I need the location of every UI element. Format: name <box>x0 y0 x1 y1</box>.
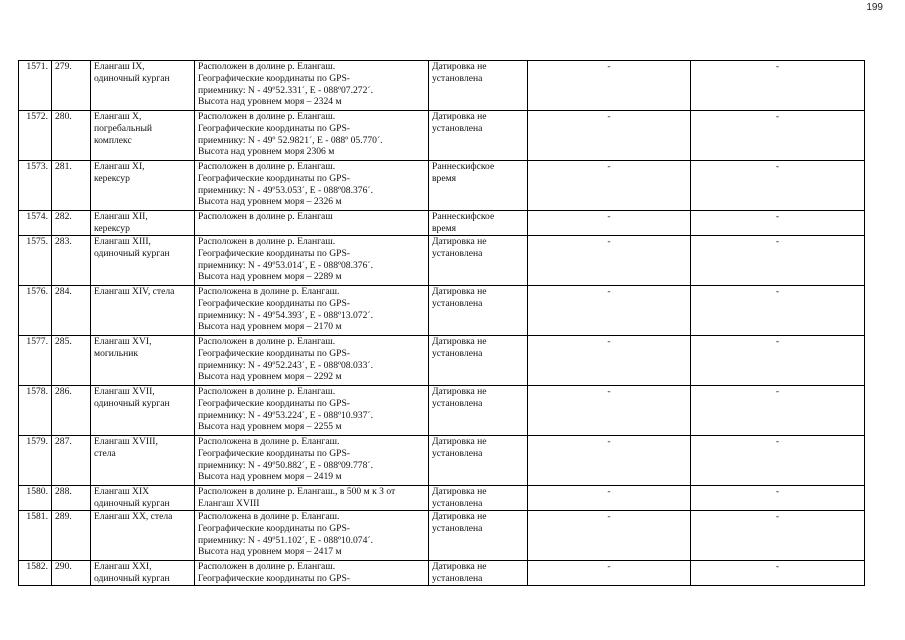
dash-cell: - <box>691 486 865 511</box>
table-row <box>19 561 865 586</box>
table-row <box>19 161 865 211</box>
monument-name: Елангаш XVII, одиночный курган <box>91 386 195 436</box>
monument-dating: Датировка не установлена <box>429 336 528 386</box>
monument-dating: Раннескифское время <box>429 211 528 236</box>
page-number: 199 <box>866 2 883 13</box>
row-total-number: 1582. <box>19 561 52 586</box>
monument-description: Расположен в долине р. Елангаш. Географические координаты по GPS- приемнику: N - 49º53.014´, E - 088º08.376´. Высота над уровнем моря – 2289 м <box>195 236 429 286</box>
dash-cell: - <box>691 161 865 211</box>
table-row <box>19 211 865 236</box>
row-local-number: 285. <box>52 336 91 386</box>
dash-cell: - <box>691 386 865 436</box>
monument-dating: Датировка не установлена <box>429 386 528 436</box>
monument-name: Елангаш XXI, одиночный курган <box>91 561 195 586</box>
row-total-number: 1580. <box>19 486 52 511</box>
monument-description: Расположен в долине р. Елангаш. Географические координаты по GPS- приемнику: N - 49º53.053´, E - 088º08.376´. Высота над уровнем моря – 2326 м <box>195 161 429 211</box>
dash-cell: - <box>691 286 865 336</box>
row-local-number: 281. <box>52 161 91 211</box>
dash-cell: - <box>528 111 691 161</box>
row-total-number: 1572. <box>19 111 52 161</box>
monument-dating: Датировка не установлена <box>429 61 528 111</box>
monument-description: Расположен в долине р. Елангаш <box>195 211 429 236</box>
table-row <box>19 386 865 436</box>
monuments-table <box>18 60 865 586</box>
row-total-number: 1577. <box>19 336 52 386</box>
monument-dating: Датировка не установлена <box>429 436 528 486</box>
row-local-number: 289. <box>52 511 91 561</box>
monument-dating: Датировка не установлена <box>429 236 528 286</box>
row-total-number: 1576. <box>19 286 52 336</box>
monument-description: Расположен в долине р. Елангаш. Географические координаты по GPS- приемнику: N - 49º52.331´, E - 088º07.272´. Высота над уровнем моря – 2324 м <box>195 61 429 111</box>
row-local-number: 290. <box>52 561 91 586</box>
dash-cell: - <box>691 436 865 486</box>
row-local-number: 282. <box>52 211 91 236</box>
monument-dating: Датировка не установлена <box>429 486 528 511</box>
monument-dating: Датировка не установлена <box>429 286 528 336</box>
monument-dating: Датировка не установлена <box>429 511 528 561</box>
table-row <box>19 336 865 386</box>
dash-cell: - <box>528 486 691 511</box>
dash-cell: - <box>528 436 691 486</box>
monument-name: Елангаш XII, керексур <box>91 211 195 236</box>
monument-dating: Датировка не установлена <box>429 561 528 586</box>
monument-name: Елангаш XI, керексур <box>91 161 195 211</box>
table-row <box>19 236 865 286</box>
dash-cell: - <box>528 236 691 286</box>
monument-name: Елангаш XVI, могильник <box>91 336 195 386</box>
dash-cell: - <box>691 211 865 236</box>
monument-description: Расположен в долине р. Елангаш. Географические координаты по GPS- приемнику: N - 49º52.243´, E - 088º08.033´. Высота над уровнем моря – 2292 м <box>195 336 429 386</box>
row-total-number: 1573. <box>19 161 52 211</box>
row-local-number: 279. <box>52 61 91 111</box>
row-local-number: 280. <box>52 111 91 161</box>
row-local-number: 283. <box>52 236 91 286</box>
row-total-number: 1581. <box>19 511 52 561</box>
table-row <box>19 486 865 511</box>
row-local-number: 287. <box>52 436 91 486</box>
dash-cell: - <box>528 211 691 236</box>
table-row <box>19 61 865 111</box>
dash-cell: - <box>528 161 691 211</box>
dash-cell: - <box>691 336 865 386</box>
monument-dating: Датировка не установлена <box>429 111 528 161</box>
monument-name: Елангаш XVIII, стела <box>91 436 195 486</box>
dash-cell: - <box>528 286 691 336</box>
dash-cell: - <box>691 561 865 586</box>
monument-name: Елангаш XIX одиночный курган <box>91 486 195 511</box>
dash-cell: - <box>528 61 691 111</box>
monument-description: Расположен в долине р. Елангаш., в 500 м к З от Елангаш XVIII <box>195 486 429 511</box>
monument-name: Елангаш X, погребальный комплекс <box>91 111 195 161</box>
dash-cell: - <box>691 511 865 561</box>
monument-description: Расположен в долине р. Елангаш. Географические координаты по GPS- приемнику: N - 49º 52.9821´, E - 088º 05.770´. Высота над уровнем моря 2306 м <box>195 111 429 161</box>
row-total-number: 1579. <box>19 436 52 486</box>
table-row <box>19 436 865 486</box>
row-local-number: 288. <box>52 486 91 511</box>
row-local-number: 286. <box>52 386 91 436</box>
monument-description: Расположена в долине р. Елангаш. Географические координаты по GPS- приемнику: N - 49º50.882´, E - 088º09.778´. Высота над уровнем моря – 2419 м <box>195 436 429 486</box>
table-body <box>19 61 865 586</box>
dash-cell: - <box>528 336 691 386</box>
monument-name: Елангаш XIV, стела <box>91 286 195 336</box>
monument-description: Расположен в долине р. Елангаш. Географические координаты по GPS- приемнику: N - 49º53.224´, E - 088º10.937´. Высота над уровнем моря – 2255 м <box>195 386 429 436</box>
row-total-number: 1575. <box>19 236 52 286</box>
monument-dating: Раннескифское время <box>429 161 528 211</box>
monument-description: Расположена в долине р. Елангаш. Географические координаты по GPS- приемнику: N - 49º51.102´, E - 088º10.074´. Высота над уровнем моря – 2417 м <box>195 511 429 561</box>
dash-cell: - <box>691 111 865 161</box>
row-local-number: 284. <box>52 286 91 336</box>
dash-cell: - <box>691 61 865 111</box>
table-row <box>19 511 865 561</box>
row-total-number: 1578. <box>19 386 52 436</box>
dash-cell: - <box>528 511 691 561</box>
monument-name: Елангаш XX, стела <box>91 511 195 561</box>
monument-name: Елангаш IX, одиночный курган <box>91 61 195 111</box>
monument-name: Елангаш XIII, одиночный курган <box>91 236 195 286</box>
row-total-number: 1571. <box>19 61 52 111</box>
dash-cell: - <box>528 561 691 586</box>
dash-cell: - <box>528 386 691 436</box>
table-row <box>19 286 865 336</box>
table-row <box>19 111 865 161</box>
monument-description: Расположен в долине р. Елангаш. Географические координаты по GPS- <box>195 561 429 586</box>
dash-cell: - <box>691 236 865 286</box>
monument-description: Расположена в долине р. Елангаш. Географические координаты по GPS- приемнику: N - 49º54.393´, E - 088º13.072´. Высота над уровнем моря – 2170 м <box>195 286 429 336</box>
row-total-number: 1574. <box>19 211 52 236</box>
